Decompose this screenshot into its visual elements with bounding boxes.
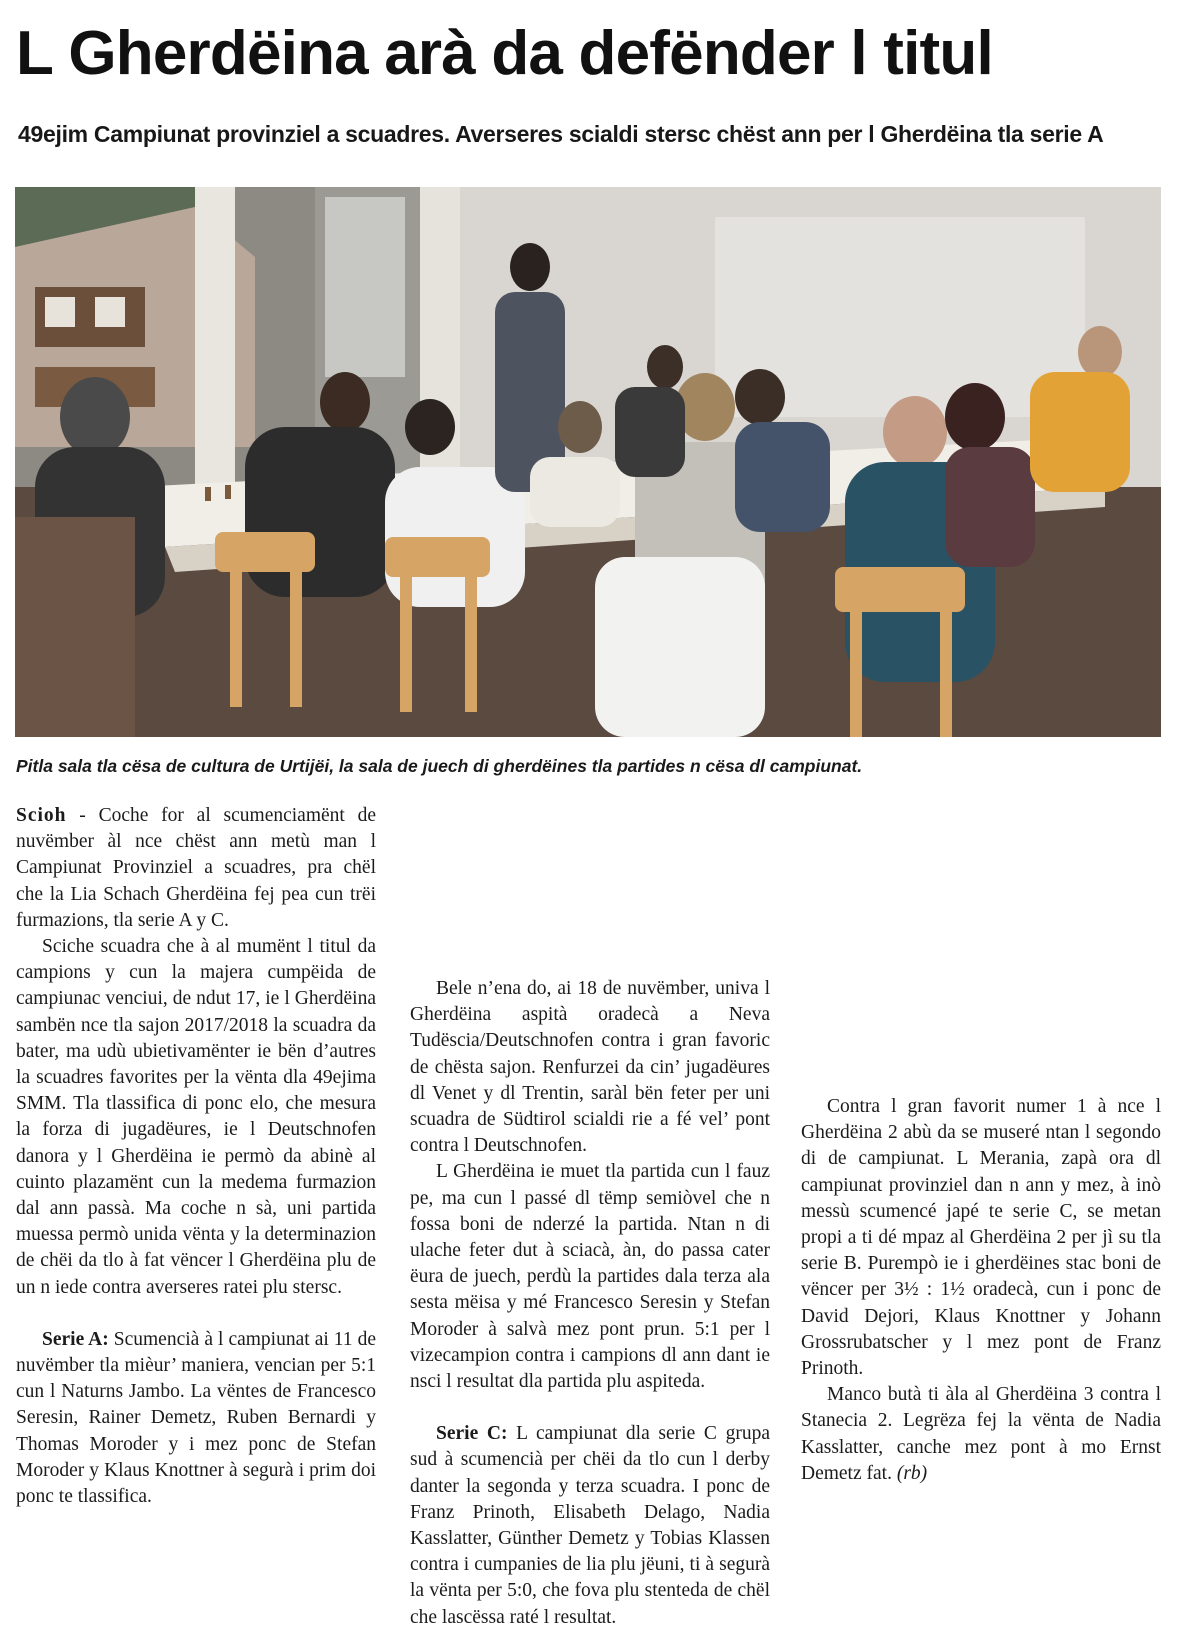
paragraph-text: Manco butà ti àla al Gherdëina 3 contra l Stanecia 2. Legrëza fej la vënta de Nadia Kasslatter, canche mez pont à mo Ernst Demetz fat. <box>801 1384 1161 1484</box>
dateline: Scioh <box>16 805 67 826</box>
article-paragraph <box>16 1327 376 1510</box>
chess-tournament-photo <box>15 187 1161 737</box>
article-paragraph <box>16 803 376 934</box>
photo-caption: Pitla sala tla cësa de cultura de Urtijëi, la sala de juech di gherdëines tla partides n cësa dl campiunat. <box>16 756 863 776</box>
article-paragraph <box>801 1382 1161 1487</box>
article-paragraph: Bele n’ena do, ai 18 de nuvëmber, univa l Gherdëina aspità oradecà a Neva Tudëscia/Deutschnofen contra i gran favoric de chësta sajon. Renfurzei da cin’ jugadëures dl Venet y dl Trentin, saràl bën feter per uni scuadra de Südtirol scialdi rie a fé vel’ pont contra l Deutschnofen. <box>410 978 770 1157</box>
article-column-3 <box>801 1068 1161 1487</box>
subheadline: 49ejim Campiunat provinziel a scuadres. Averseres scialdi stersc chëst ann per l Gherdëina tla serie A <box>18 121 1104 147</box>
article-paragraph: Sciche scuadra che à al mumënt l titul da campions y cun la majera cumpëida de campiunac venciui, de ndut 17, ie l Gherdëina sambën nce tla sajon 2017/2018 la scuadra da bater, ma udù ubietivamënter ie bën d’autres la scuadres favorites per la vënta dla 49ejima SMM. Tla tlassifica di ponc elo, che mesura la forza di jugadëures, ie l Deutschnofen danora y l Gherdëina ie permò da abinè al cuinto plazamënt cun la medema furmazion dal ann passà. Ma coche n sà, uni partida muessa permò unida vënta y la determinazion de chëi da tlo à fat vëncer l Gherdëina plu de un n iede contra averseres ratei plu stersc. <box>16 936 376 1298</box>
article-column-1 <box>16 803 376 1510</box>
paragraph-text: - Coche for al scumenciamënt de nuvëmber àl nce chëst ann metù man l Campiunat Provinziel a scuadres, pra chël che la Lia Schach Gherdëina fej pea cun trëi furmazions, tla serie A y C. <box>16 805 376 931</box>
paragraph-text: Scumencià à l campiunat ai 11 de nuvëmber tla mièur’ maniera, vencian per 5:1 cun l Naturns Jambo. La vëntes de Francesco Seresin, Rainer Demetz, Ruben Bernardi y Thomas Moroder y i mez ponc de Stefan Moroder y Klaus Knottner à segurà i prim doi ponc te tlassifica. <box>16 1328 376 1508</box>
section-label-serie-a: Serie A: <box>42 1328 109 1350</box>
article-paragraph: L Gherdëina ie muet tla partida cun l fauz pe, ma cun l passé dl tëmp semiòvel che n fossa boni de nderzé la partida. Ntan n di ulache feter dut à sciacà, àn, do passa cater ëura de juech, perdù la partides dala terza ala sesta mëisa y mé Francesco Seresin y Stefan Moroder à salvà mez pont prun. 5:1 per l vizecampion contra i campions dl ann dant ie nsci l resultat dla partida plu aspiteda. <box>410 1161 770 1393</box>
headline: L Gherdëina arà da defënder l titul <box>16 19 993 88</box>
article-paragraph: Contra l gran favorit numer 1 à nce l Gherdëina 2 abù da se museré ntan l segondo di de campiunat. L Merania, zapà ora dl campiunat provinziel dan n ann y mez, à inò messù scumencé japé te serie C, se metan propi a ti dé mpaz al Gherdëina 2 per jì su tla serie B. Purempò ie i gherdëines stac boni de vëncer per 3½ : 1½ oradecà, cun i ponc de David Dejori, Klaus Knottner y Johann Grossrubatscher y l mez pont de Franz Prinoth. <box>801 1096 1161 1380</box>
paragraph-text: L campiunat dla serie C grupa sud à scumencià per chëi da tlo cun l derby danter la segonda y terza scuadra. I ponc de Franz Prinoth, Elisabeth Delago, Nadia Kasslatter, Günther Demetz y Tobias Klassen contra i cumpanies de lia plu jëuni, ti à segurà la vënta per 5:0, che fova plu stenteda de chël che lascëssa raté l resultat. <box>410 1423 770 1628</box>
article-paragraph <box>410 1421 770 1631</box>
photo-illustration <box>15 187 1161 737</box>
article-column-2 <box>410 960 770 1631</box>
section-label-serie-c: Serie C: <box>436 1423 508 1445</box>
author-signature: (rb) <box>896 1462 928 1484</box>
